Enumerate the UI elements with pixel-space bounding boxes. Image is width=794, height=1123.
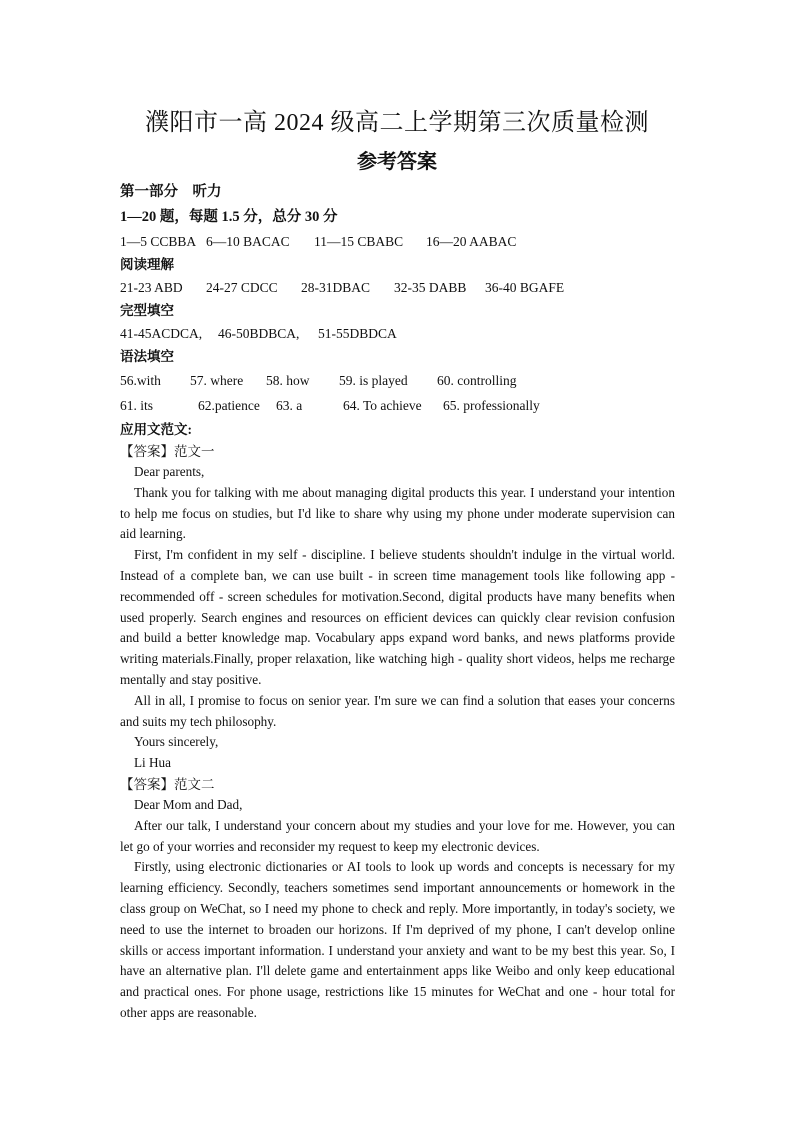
sample1-signature: Li Hua: [134, 755, 171, 771]
answer-group: 51-55DBDCA: [318, 326, 397, 341]
answer-group: 1—5 CCBBA: [120, 234, 197, 249]
answer-group: 16—20 AABAC: [426, 234, 517, 249]
writing-heading: 应用文范文:: [120, 422, 192, 437]
answer-group: 6—10 BACAC: [206, 234, 290, 249]
answer-item: 59. is played: [339, 373, 408, 388]
answer-item: 62.patience: [198, 398, 260, 413]
answer-item: 64. To achieve: [343, 398, 422, 413]
sample1-tag: 【答案】范文一: [120, 444, 215, 459]
answer-item: 61. its: [120, 398, 154, 413]
grammar-answers-row1: [120, 368, 675, 393]
answer-item: 58. how: [266, 373, 310, 388]
answer-group: 21-23 ABD: [120, 280, 183, 295]
part1-heading: 第一部分 听力: [120, 184, 222, 200]
part1-scoring: 1—20 题，每题 1.5 分，总分 30 分: [120, 209, 338, 225]
sample2-tag: 【答案】范文二: [120, 776, 215, 792]
answer-item: 57. where: [190, 373, 244, 388]
sample1-paragraph: All in all, I promise to focus on senior year. I'm sure we can find a solution that eases your concerns and suits my tech philosophy.: [120, 692, 675, 729]
cloze-heading: 完型填空: [120, 303, 174, 318]
reading-heading: 阅读理解: [120, 257, 174, 272]
sample2-paragraph: After our talk, I understand your concern about my studies and your love for me. However, you can let go of your worries and reconsider my request to keep my electronic devices.: [120, 817, 675, 854]
answer-item: 60. controlling: [437, 373, 517, 388]
sample1-paragraph: First, I'm confident in my self - discipline. I believe students shouldn't indulge in the virtual world. Instead of a complete ban, we can use built - in screen time management tools like following app - recommended off - screen schedules for motivation.Second, digital products have many benefits when used properly. Search engines and resources on efficient devices can quickly clear revision confusion and build a better knowledge map. Vocabulary apps expand word banks, and news platforms provide writing materials.Finally, proper relaxation, like watching high - quality short videos, helps me recharge mentally and stay positive.: [120, 547, 675, 687]
sample1-greeting: Dear parents,: [134, 464, 205, 479]
sample1-paragraph: Thank you for talking with me about managing digital products this year. I understand your intention to help me focus on studies, but I'd like to share why using my phone under moderate supervision can aid learning.: [120, 484, 675, 542]
answer-item: 65. professionally: [443, 398, 540, 413]
answer-group: 36-40 BGAFE: [485, 280, 565, 295]
reading-answers: [120, 276, 675, 299]
answer-group: 32-35 DABB: [394, 280, 467, 295]
answer-item: 56.with: [120, 373, 161, 388]
answer-content: [120, 180, 675, 1024]
sample1-closing: Yours sincerely,: [134, 734, 219, 750]
answer-item: 63. a: [276, 398, 303, 413]
answer-group: 24-27 CDCC: [206, 280, 278, 295]
page-subtitle: 参考答案: [357, 151, 437, 173]
grammar-heading: 语法填空: [120, 349, 174, 364]
sample2-paragraph: Firstly, using electronic dictionaries or AI tools to look up words and concepts is necessary for my learning efficiency. Secondly, teachers sometimes send important announcements or homework in the class group on WeChat, so I need my phone to check and reply. More importantly, in today's society, we need to use the internet to broaden our horizons. If I'm deprived of my phone, I can't develop online skills or access important information. I understand your anxiety and want to be my best this year. So, I have an alternative plan. I'll delete game and entertainment apps like Weibo and only keep educational and practical ones. For phone usage, restrictions like 15 minutes for WeChat and one - hour total for other apps are reasonable.: [120, 859, 675, 1020]
answer-group: 11—15 CBABC: [314, 234, 404, 249]
answer-group: 41-45ACDCA,: [120, 326, 203, 341]
listening-answers: [120, 230, 675, 253]
cloze-answers: [120, 322, 675, 345]
sample2-greeting: Dear Mom and Dad,: [134, 796, 243, 812]
answer-group: 46-50BDBCA,: [218, 326, 300, 341]
page-title: 濮阳市一高 2024 级高二上学期第三次质量检测: [145, 110, 649, 136]
grammar-answers-row2: [120, 393, 675, 418]
answer-group: 28-31DBAC: [301, 280, 371, 295]
